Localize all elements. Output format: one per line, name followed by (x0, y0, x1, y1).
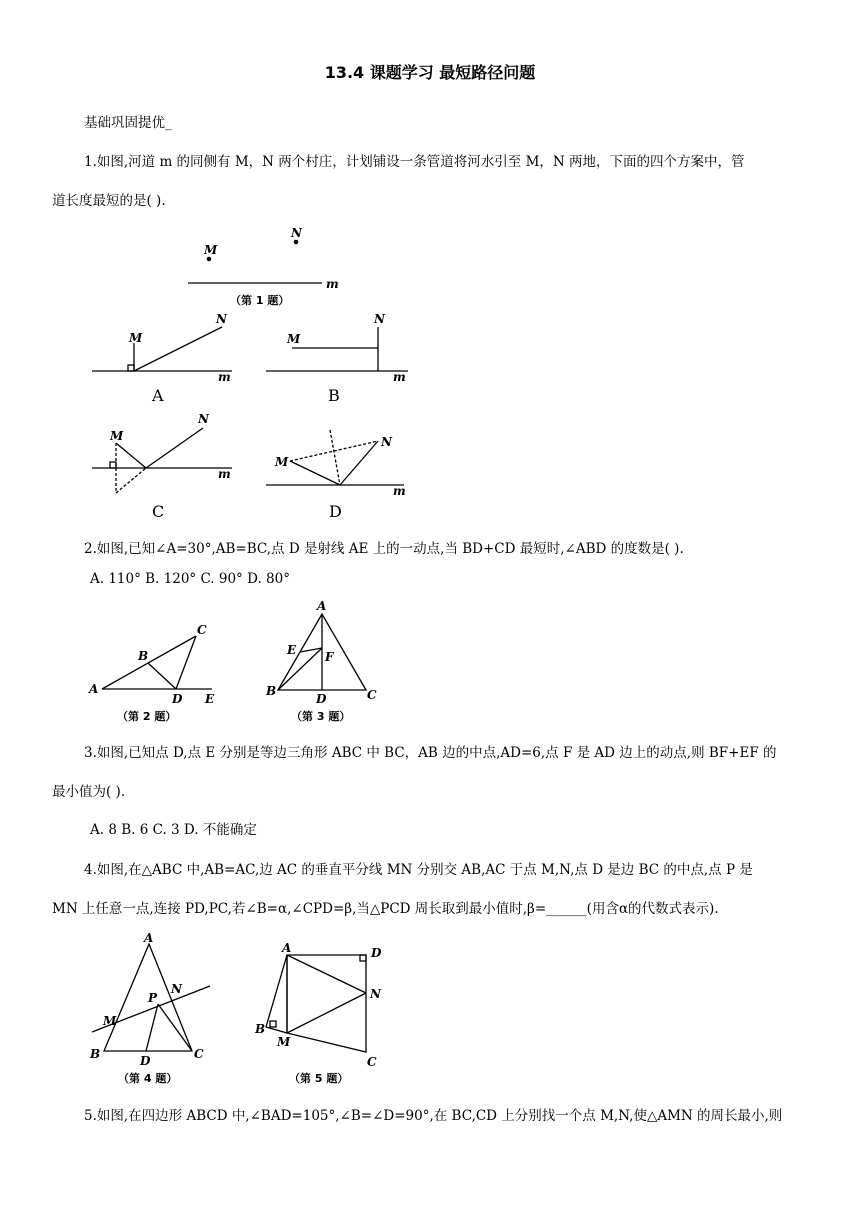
figA-label-M: M (129, 331, 143, 345)
fig2-label-D: D (172, 692, 183, 706)
fig5-label-A: A (282, 941, 292, 955)
fig1-option-a (92, 312, 232, 405)
q3-text-line2: 最小值为( ). (52, 784, 126, 800)
figA-label-m: m (218, 370, 231, 384)
fig3-label-D: D (316, 692, 327, 706)
figD-label-M: M (275, 455, 289, 469)
fig2-label-E: E (205, 692, 215, 706)
fig4-label-N: N (171, 982, 182, 996)
fig3-label-B: B (266, 684, 277, 698)
q3-text-line1: 3.如图,已知点 D,点 E 分别是等边三角形 ABC 中 BC，AB 边的中点,AD=6,点 F 是 AD 边上的动点,则 BF+EF 的 (84, 745, 777, 761)
fig3 (265, 599, 377, 723)
q2-options: A. 110° B. 120° C. 90° D. 80° (90, 571, 290, 587)
fig1-option-b (266, 312, 408, 405)
fig4 (89, 931, 210, 1085)
figD-label-N: N (381, 435, 392, 449)
fig4-label-P: P (148, 991, 158, 1005)
fig1-label-M: M (204, 243, 218, 257)
fig4-label-C: C (194, 1047, 204, 1061)
fig2-label-A: A (89, 682, 99, 696)
option-b-label: B (328, 386, 340, 405)
fig5-label-C: C (367, 1055, 377, 1069)
fig2-caption: （第 2 题） (117, 710, 177, 723)
fig2-label-B: B (138, 649, 149, 663)
fig4-label-M: M (103, 1014, 117, 1028)
figC-label-m: m (218, 467, 231, 481)
fig3-label-A: A (317, 599, 327, 613)
option-a-label: A (152, 386, 164, 405)
fig5 (254, 941, 382, 1085)
fig1-option-d (266, 430, 406, 521)
option-d-label: D (329, 502, 342, 521)
fig3-label-E: E (287, 643, 297, 657)
fig1-caption: （第 1 题） (230, 294, 290, 307)
figD-label-m: m (393, 484, 406, 498)
q4-text-line1: 4.如图,在△ABC 中,AB=AC,边 AC 的垂直平分线 MN 分别交 AB,AC 于点 M,N,点 D 是边 BC 的中点,点 P 是 (84, 862, 753, 878)
q5-text-line1: 5.如图,在四边形 ABCD 中,∠BAD=105°,∠B=∠D=90°,在 BC,CD 上分别找一个点 M,N,使△AMN 的周长最小,则 (84, 1108, 783, 1124)
figB-label-N: N (374, 312, 385, 326)
fig5-label-M: M (277, 1035, 291, 1049)
fig4-label-B: B (90, 1047, 101, 1061)
q1-text-line1: 1.如图,河道 m 的同侧有 M，N 两个村庄，计划铺设一条管道将河水引至 M，N 两地，下面的四个方案中，管 (84, 154, 745, 170)
figB-label-m: m (393, 370, 406, 384)
option-c-label: C (152, 502, 165, 521)
fig5-caption: （第 5 题） (289, 1072, 349, 1085)
fig3-label-C: C (367, 688, 377, 702)
fig2 (88, 623, 215, 723)
figC-label-N: N (198, 412, 209, 426)
fig1-base (188, 226, 339, 307)
figC-label-M: M (110, 429, 124, 443)
page-title: 13.4 课题学习 最短路径问题 (324, 63, 536, 82)
q1-text-line2: 道长度最短的是( ). (52, 193, 166, 209)
section-heading: 基础巩固提优_ (84, 115, 172, 131)
figA-label-N: N (216, 312, 227, 326)
figB-label-M: M (287, 332, 301, 346)
fig5-label-N: N (370, 987, 381, 1001)
fig3-label-F: F (325, 650, 334, 664)
fig1-option-c (92, 412, 232, 521)
q2-text: 2.如图,已知∠A=30°,AB=BC,点 D 是射线 AE 上的一动点,当 BD+CD 最短时,∠ABD 的度数是( ). (84, 541, 684, 557)
fig5-label-B: B (255, 1022, 266, 1036)
fig5-label-D: D (371, 946, 382, 960)
fig4-caption: （第 4 题） (118, 1072, 178, 1085)
fig4-label-D: D (140, 1054, 151, 1068)
fig4-label-A: A (144, 931, 154, 945)
fig2-label-C: C (197, 623, 207, 637)
fig1-label-m: m (326, 277, 339, 291)
q3-options: A. 8 B. 6 C. 3 D. 不能确定 (90, 822, 257, 838)
fig3-caption: （第 3 题） (291, 710, 351, 723)
q4-text-line2: MN 上任意一点,连接 PD,PC,若∠B=α,∠CPD=β,当△PCD 周长取到最小值时,β=______(用含α的代数式表示). (52, 901, 719, 917)
fig1-label-N: N (291, 226, 302, 240)
